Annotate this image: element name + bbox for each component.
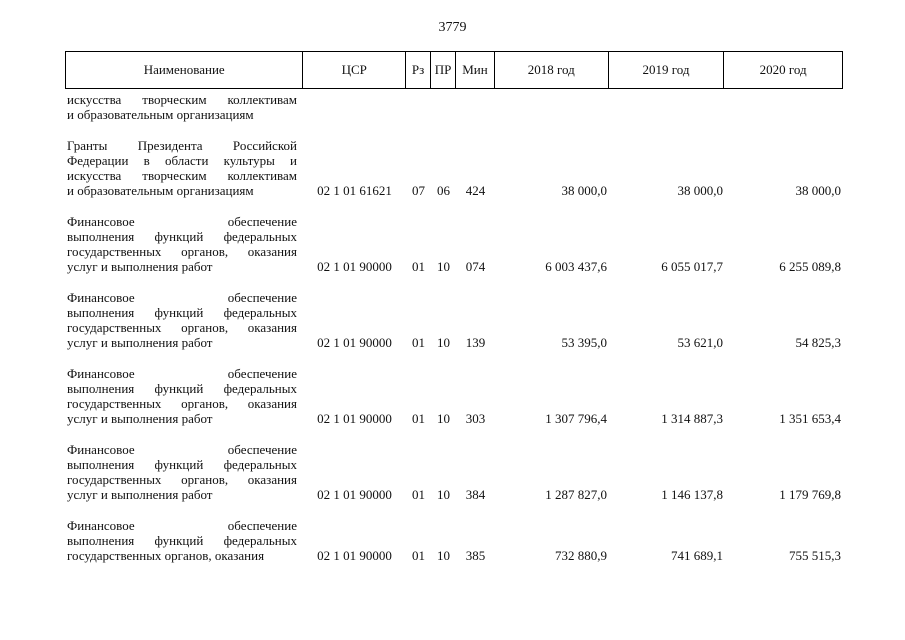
row-csr: 02 1 01 90000: [317, 411, 392, 426]
row-name-line: государственных органов, оказания: [67, 244, 297, 259]
row-min: 074: [465, 259, 486, 274]
row-name-line: Финансовое обеспечение: [67, 290, 297, 305]
row-2020: 755 515,3: [789, 548, 841, 563]
row-rz: 01: [412, 411, 425, 426]
row-name-line: и образовательным организациям: [67, 183, 254, 198]
row-2018: 38 000,0: [561, 183, 607, 198]
row-2020: 1 351 653,4: [779, 411, 841, 426]
row-name: [65, 518, 303, 563]
row-min: 424: [465, 183, 486, 198]
row-name-line: выполнения функций федеральных: [67, 305, 297, 320]
row-rz: 01: [412, 487, 425, 502]
row-rz: 01: [412, 259, 425, 274]
table-body: [65, 92, 843, 563]
table-row: [65, 290, 843, 350]
row-csr: 02 1 01 90000: [317, 487, 392, 502]
row-name-line: государственных органов, оказания: [67, 548, 265, 563]
row-csr: 02 1 01 90000: [317, 548, 392, 563]
header-2020: 2020 год: [759, 62, 807, 77]
header-pr: ПР: [431, 52, 456, 88]
row-pr: 06: [437, 183, 450, 198]
header-2019: 2019 год: [609, 52, 725, 88]
row-name-line: услуг и выполнения работ: [67, 411, 213, 426]
row-pr: 10: [437, 487, 450, 502]
row-min: 303: [465, 411, 486, 426]
row-min: 384: [465, 487, 486, 502]
row-name-line: государственных органов, оказания: [67, 472, 297, 487]
table-row: [65, 442, 843, 502]
row-2020: 38 000,0: [795, 183, 841, 198]
row-name-line: искусства творческим коллективам: [67, 168, 297, 183]
row-2019: 741 689,1: [671, 548, 723, 563]
row-name-line: выполнения функций федеральных: [67, 457, 297, 472]
row-name: [65, 366, 303, 426]
row-min: 139: [465, 335, 486, 350]
row-2018: 53 395,0: [561, 335, 607, 350]
table-row: [65, 138, 843, 198]
row-pr: 10: [437, 548, 450, 563]
header-csr: ЦСР: [303, 52, 406, 88]
row-2018: 1 307 796,4: [545, 411, 607, 426]
row-2018: 6 003 437,6: [545, 259, 607, 274]
row-name-line: услуг и выполнения работ: [67, 259, 213, 274]
row-name-line: и образовательным организациям: [67, 107, 254, 122]
row-csr: 02 1 01 90000: [317, 335, 392, 350]
row-2020: 6 255 089,8: [779, 259, 841, 274]
row-2019: 6 055 017,7: [661, 259, 723, 274]
table-row: [65, 366, 843, 426]
row-name-line: Финансовое обеспечение: [67, 366, 297, 381]
row-name-line: государственных органов, оказания: [67, 396, 297, 411]
header-rz: Рз: [406, 52, 431, 88]
row-name-line: искусства творческим коллективам: [67, 92, 297, 107]
row-2019: 1 314 887,3: [661, 411, 723, 426]
row-name-line: Федерации в области культуры и: [67, 153, 297, 168]
row-name: [65, 214, 303, 274]
row-pr: 10: [437, 259, 450, 274]
row-2019: 1 146 137,8: [661, 487, 723, 502]
table-row: [65, 518, 843, 563]
table-row: [65, 92, 843, 122]
row-2019: 53 621,0: [677, 335, 723, 350]
header-min: Мин: [456, 52, 495, 88]
row-name: [65, 138, 303, 198]
row-name-line: Финансовое обеспечение: [67, 442, 297, 457]
row-2020: 54 825,3: [795, 335, 841, 350]
row-name-line: услуг и выполнения работ: [67, 335, 213, 350]
row-name: [65, 290, 303, 350]
row-2018: 732 880,9: [555, 548, 607, 563]
row-name-line: Финансовое обеспечение: [67, 214, 297, 229]
row-2019: 38 000,0: [677, 183, 723, 198]
header-name: Наименование: [66, 52, 303, 88]
row-rz: 07: [412, 183, 425, 198]
row-name-line: выполнения функций федеральных: [67, 381, 297, 396]
row-rz: 01: [412, 335, 425, 350]
row-name-line: услуг и выполнения работ: [67, 487, 213, 502]
row-csr: 02 1 01 61621: [317, 183, 392, 198]
row-rz: 01: [412, 548, 425, 563]
table-header: [65, 51, 843, 89]
row-pr: 10: [437, 411, 450, 426]
row-name-line: выполнения функций федеральных: [67, 533, 297, 548]
header-2018: 2018 год: [495, 52, 609, 88]
row-2020: 1 179 769,8: [779, 487, 841, 502]
row-csr: 02 1 01 90000: [317, 259, 392, 274]
page-number: 3779: [438, 20, 467, 35]
row-name: [65, 442, 303, 502]
row-2018: 1 287 827,0: [545, 487, 607, 502]
row-name-line: Гранты Президента Российской: [67, 138, 297, 153]
row-name-line: выполнения функций федеральных: [67, 229, 297, 244]
row-name-line: государственных органов, оказания: [67, 320, 297, 335]
row-name-line: Финансовое обеспечение: [67, 518, 297, 533]
table-row: [65, 214, 843, 274]
row-min: 385: [465, 548, 486, 563]
row-pr: 10: [437, 335, 450, 350]
row-name: [65, 92, 303, 122]
